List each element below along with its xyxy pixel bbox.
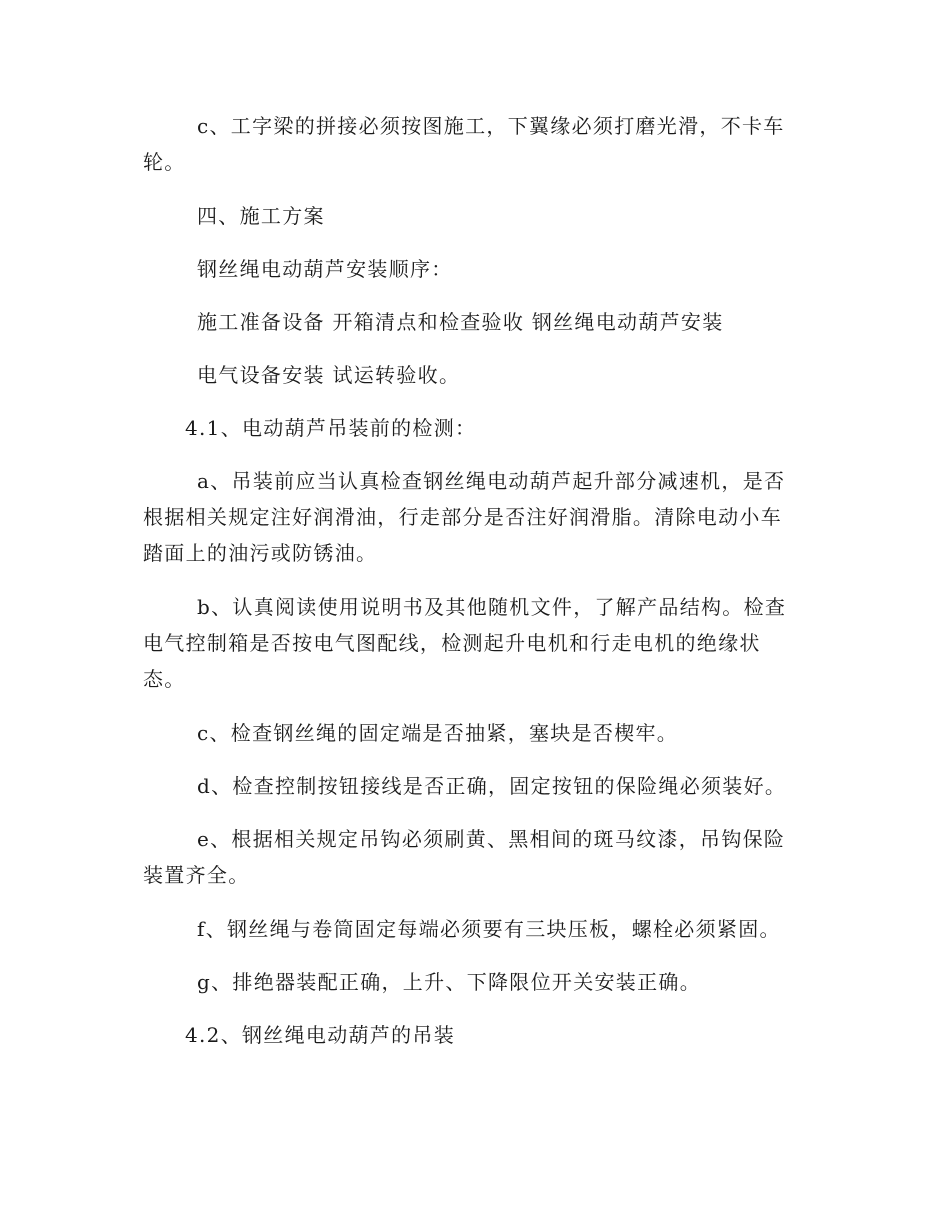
- paragraph-a-inspection: a、吊装前应当认真检查钢丝绳电动葫芦起升部分减速机，是否根据相关规定注好润滑油，行走部分是否注好润滑脂。清除电动小车踏面上的油污或防锈油。: [143, 469, 786, 565]
- subsection-heading-4-2: 4.2、钢丝绳电动葫芦的吊装: [185, 1023, 456, 1047]
- section-heading-construction-plan: 四、施工方案: [197, 204, 325, 228]
- paragraph-c-wire-rope: c、检查钢丝绳的固定端是否抽紧，塞块是否楔牢。: [197, 721, 679, 745]
- paragraph-install-sequence-line1: 施工准备设备 开箱清点和检查验收 钢丝绳电动葫芦安装: [197, 310, 724, 334]
- paragraph-c-beam-splicing: c、工字梁的拼接必须按图施工，下翼缘必须打磨光滑，不卡车轮。: [143, 114, 785, 174]
- paragraph-b-manual: b、认真阅读使用说明书及其他随机文件，了解产品结构。检查电气控制箱是否按电气图配线，检测起升电机和行走电机的绝缘状态。: [143, 595, 787, 691]
- paragraph-f-drum: f、钢丝绳与卷筒固定每端必须要有三块压板，螺栓必须紧固。: [197, 917, 781, 941]
- paragraph-g-limit-switch: g、排绝器装配正确，上升、下降限位开关安装正确。: [197, 970, 702, 994]
- paragraph-d-control-button: d、检查控制按钮接线是否正确，固定按钮的保险绳必须装好。: [197, 774, 787, 798]
- subsection-heading-4-1: 4.1、电动葫芦吊装前的检测：: [185, 416, 477, 440]
- paragraph-e-hook: e、根据相关规定吊钩必须刷黄、黑相间的斑马纹漆，吊钩保险装置齐全。: [143, 827, 786, 887]
- paragraph-install-sequence-title: 钢丝绳电动葫芦安装顺序：: [197, 257, 453, 281]
- paragraph-install-sequence-line2: 电气设备安装 试运转验收。: [197, 363, 461, 387]
